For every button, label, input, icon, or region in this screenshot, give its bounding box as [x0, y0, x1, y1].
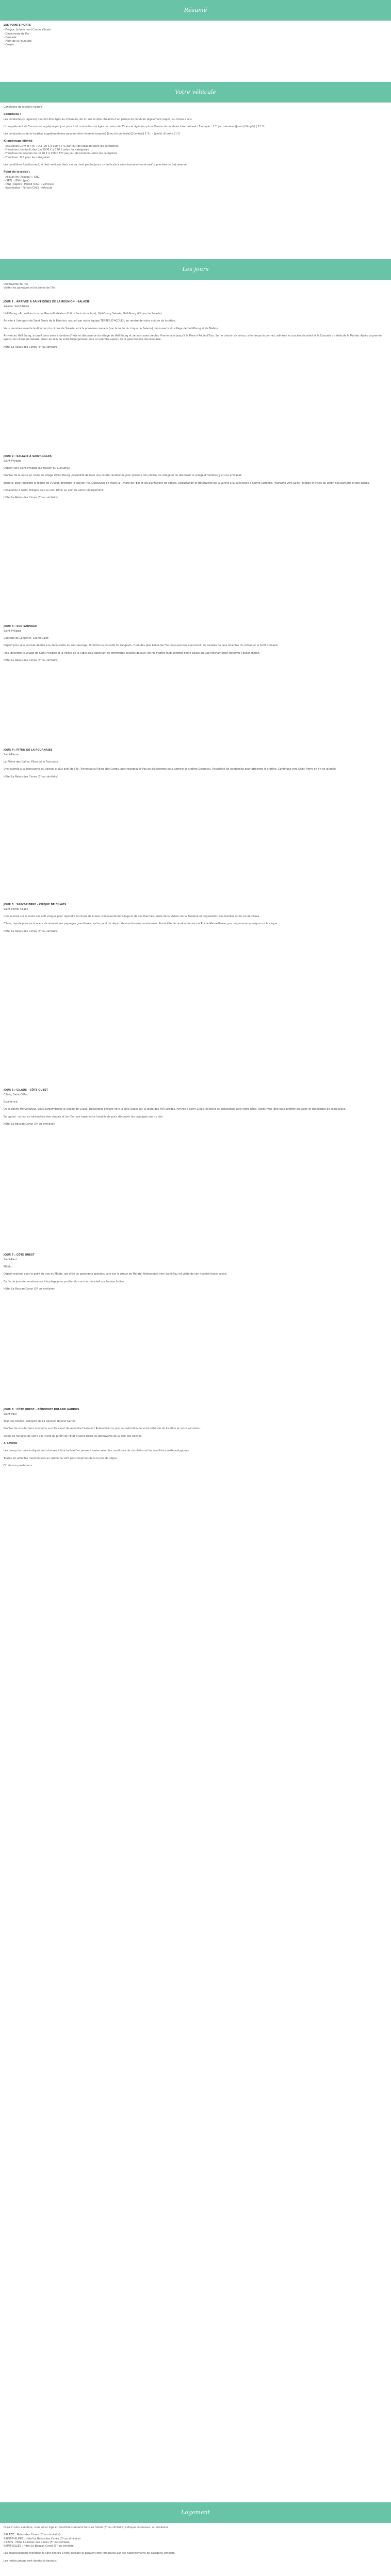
paragraph: Les conditions fonctionnent, si (les) véhicule (les), car ce n'est pas toujours un véhicule à votre bonne entente sauf si précisés de (le) réservé.: [4, 163, 188, 166]
list-item: - Découverte de Pin: [4, 32, 29, 36]
paragraph: Hell-Bourg - Accueil au trou de Manouilh (Maison Folio - Saut de la Pote), Hell-Bourg Salazie, Hell-Bourg (Cirque de Salazie): [4, 312, 162, 316]
day-heading: JOUR 8 : CÔTE OUEST - AÉROPORT ROLAND GARROS: [4, 1408, 79, 1411]
resume-body: [0, 21, 391, 82]
paragraph: Durant votre aventure, vous serez logé en chambre standard dans les hôtels (3* ou similaire) indiqués ci-dessous, ou similaires.: [4, 2526, 169, 2529]
day-block: [4, 1408, 387, 1614]
paragraph: De la Roche Merveilleuse, vous surplomberez le village de Cilaos. Descendez ensuite vers la côte Ouest par la route des 400 virages. Arrivée à Saint-Gilles-les-Bains et installation dans votre hôtel. Après-midi libre pour profiter du lagon et des plages de sable blanc.: [4, 1108, 347, 1111]
paragraph: Maïdo: [4, 1265, 11, 1269]
day-heading: JOUR 7 : CÔTE OUEST: [4, 1253, 35, 1257]
day-heading: JOUR 3 : SUD SAUVAGE: [4, 624, 37, 628]
day-place: Saint-Pierre: [4, 753, 19, 756]
paragraph: En option : survol en hélicoptère des cirques et de l'île, une expérience inoubliable pour découvrir les paysages vus du ciel.: [4, 1115, 164, 1118]
paragraph: Profitez de vos derniers moments sur l'île avant de rejoindre l'aéroport Roland Garros pour la restitution de votre véhicule de location et votre vol retour.: [4, 1427, 201, 1431]
section-header-jours: [0, 259, 391, 280]
list-item: - Assurance CDW et TPC : Oui (20 € à 150 € TTC par jour de location selon les catégories.: [4, 144, 119, 148]
list-item: - Plein de la Poursuite: [4, 40, 32, 43]
section-title: Les jours: [182, 266, 209, 273]
section-title: Résumé: [184, 7, 207, 14]
day-place: Cilaos, Saint-Gilles: [4, 1093, 28, 1096]
day-place: Salazie, Saint-Gilles: [4, 304, 29, 308]
list-item: - (EG) (Dépôt) - Period (CAC) : véhicule: [4, 183, 54, 187]
section-header-resume: [0, 0, 391, 21]
jours-sub: Découverte de l'île: [4, 283, 28, 286]
day-block: [4, 455, 387, 625]
list-item: - Cascade: [4, 36, 17, 39]
day-block: [4, 625, 387, 749]
paragraph: Tour des Roches, Aéroport de La Réunion Roland Garros: [4, 1420, 76, 1423]
day-place: Saint-Paul: [4, 1258, 17, 1261]
paragraph: Départ vers Saint-Philippe (La Maison du Curcuma): [4, 467, 70, 470]
paragraph: Cilaos, réputé pour sa douceur de vivre et ses paysages grandioses, est le point de départ de nombreuses randonnées. Possibilité de randonnée vers la Roche Merveilleuse pour un panorama unique sur le cirque.: [4, 922, 278, 926]
paragraph: Toutes les activités mentionnées en option ne sont pas comprises dans le prix du séjour.: [4, 1456, 118, 1460]
paragraph: Vous prendrez ensuite la direction du cirque de Salazie, et à la première cascade (par la route du cirque de Salazie), découverte du village de Hell-Bourg et de Mafate.: [4, 327, 219, 330]
points-forts-list: [4, 28, 387, 47]
paragraph: La Plaine des Cafres, Piton de la Fournaise: [4, 760, 58, 764]
paragraph: Les temps de route indiqués sont donnés à titre indicatif et peuvent varier selon les conditions de circulation et les conditions météorologiques.: [4, 1449, 190, 1453]
vehicule-body: [0, 103, 391, 259]
list-item: CILAOS : Hôtel Le Relais des Cimes (3* ou similaire): [4, 2540, 71, 2544]
points-list: [4, 176, 387, 191]
list-item: - Franchise (montant) des (de 2500 € à 750 € selon les catégories.: [4, 148, 90, 152]
list-item: - Franchise : 0 € pour les catégories: [4, 156, 50, 159]
jours-body: [0, 280, 391, 2502]
paragraph: En fin de journée, rendez-vous à la plage pour profiter du coucher du soleil sur l'océan Indien.: [4, 1280, 125, 1283]
paragraph: Départ pour une journée dédiée à la découverte du sud sauvage. Direction la cascade de Langevin, l'une des plus belles de l'île. Vous pourrez apercevoir les coulées de lave récentes du volcan et la forêt primaire.: [4, 644, 279, 648]
day-block: [4, 1089, 387, 1253]
a-savoir-heading: A SAVOIR: [4, 1442, 18, 1446]
subheading: Kilométrage illimité: [4, 140, 32, 143]
paragraph: Une journée sur la route des 400 virages pour rejoindre le cirque de Cilaos. Découverte du village et de ses thermes, visite de la Maison de la Broderie et dégustation des lentilles et du vin de Cilaos.: [4, 915, 260, 919]
list-item: - Franchise de location de (le 20 € à 150 € TTC par jour de location) selon les catégories: [4, 152, 118, 156]
day-heading: JOUR 4 : PITON DE LA FOURNAISE: [4, 748, 53, 752]
hotel-line: Hôtel Le Boucan Canot (3* ou similaire): [4, 1123, 55, 1126]
day-heading: JOUR 1 : ARRIVÉE À SAINT DENIS DE LA RÉUNION - SALAZIE: [4, 300, 90, 303]
paragraph: Ensuite, pour rejoindre la région de l'Ouest, direction le sud de l'île. Découvrez en route la Rivière de l'Est et les plantations de vanille. Dégustation et découverte de la vanille à la Vanilleraie à Sainte-Suzanne. Poursuite vers Saint-Philippe et visite du jardin des parfums et des épices.: [4, 481, 370, 485]
paragraph: Arrivée au Hell Bourg, accueil dans votre chambre d'hôte et découverte du village de Hell-Bourg et de ses cases créoles. Promenade jusqu'à la Mare à Poule d'Eau. Sur le chemin de retour, si le temps le permet, admirez le coucher de soleil et la Cascade du Voile de la Mariée. Après ce premier aperçu du cirque de Salazie, dîner au sein de votre hébergement pour un premier aperçu de la gastronomie réunionnaise.: [4, 334, 383, 342]
section-header-logement: [0, 2502, 391, 2523]
day-block: [4, 749, 387, 903]
day-place: Saint-Philippe: [4, 629, 22, 633]
paragraph: Une journée à la découverte du volcan le plus actif de l'île. Traversez la Plaine des Cafres, puis rejoignez le Pas de Bellecombe pour admirer le cratère Dolomieu. Possibilité de randonnée pour atteindre le cratère. Continuez vers Saint-Pierre en fin de journée.: [4, 768, 337, 771]
subheading: Point de location :: [4, 171, 30, 174]
paragraph: Les conducteurs (agence) devront être âgés au minimum, de 21 ans et être titulaires d'un permis de conduire (également requis) ou moins 2 ans.: [4, 117, 193, 121]
paragraph: Départ matinal pour le point de vue du Maïdo, qui offre un panorama spectaculaire sur le cirque de Mafate. Redescente vers Saint-Paul et visite de son marché forain coloré.: [4, 1273, 227, 1276]
day-place: Saint-Pierre, Cilaos: [4, 907, 28, 911]
logement-body: [0, 2523, 391, 2576]
day-block: [4, 1253, 387, 1408]
list-item: SALAZIE : Relais des Cimes (3* ou similaire): [4, 2533, 60, 2537]
paragraph: Selon les horaires de votre vol, visite du Jardin de l'État à Saint-Denis ou découverte de la Tour des Roches.: [4, 1434, 142, 1438]
section-title: Logement: [181, 2509, 210, 2516]
day-block: [4, 903, 387, 1089]
section-header-vehicule: [0, 82, 391, 103]
paragraph: Excellence: [4, 1100, 18, 1104]
list-item: SAINT-GILLES : Hôtel Le Boucan Canot (3* ou similaire): [4, 2545, 75, 2548]
hotel-line: Hôtel Le Relais des Cimes (3* ou similaire): [4, 929, 59, 933]
jours-sub: Visiter les paysages et les zones de l'île: [4, 286, 55, 290]
list-item: - (SPT) : (SM) - (par): [4, 179, 29, 182]
day-block: [4, 300, 387, 455]
subheading: Conditions :: [4, 113, 21, 116]
hotel-line: Hôtel Le Relais des Cimes (3* ou similaire): [4, 775, 59, 778]
hotel-line: Hôtel Le Relais des Cimes (3* ou similaire): [4, 659, 59, 663]
points-forts-title: LES POINTS FORTS: [4, 24, 31, 27]
paragraph: Puis, direction le village de Saint-Philippe et la Pointe de la Table pour observer les différentes coulées de lave. En fin d'après-midi, profitez d'une pause au Cap Méchant pour observer l'océan Indien.: [4, 651, 260, 655]
day-place: Saint-Philippe: [4, 459, 22, 463]
day-place: Saint-Paul: [4, 1412, 17, 1416]
paragraph: Installation à Saint-Philippe pour la nuit. Dîner au sein de votre hébergement.: [4, 489, 104, 493]
paragraph: Les hôtels prévus sont décrits ci-dessous.: [4, 2559, 58, 2563]
paragraph: Arrivée à l'aéroport de Saint Denis de la Réunion, accueil par notre équipe TERRES D'ACCUEIL en remise de votre voiture de location.: [4, 319, 176, 323]
paragraph: Conditions de location voiture: [4, 106, 42, 109]
day-heading: JOUR 6 : CILAOS - CÔTE OUEST: [4, 1088, 48, 1092]
list-item: SAINT-PHILIPPE : Hôtel Le Relais des Cimes (3* ou similaire): [4, 2537, 80, 2540]
list-item: - Babyseater - Period (CAC) : véhicule: [4, 187, 53, 190]
paragraph: Les établissements mentionnés sont donnés à titre indicatif et peuvent être remplacés par des hébergements de catégorie similaire.: [4, 2552, 176, 2555]
hotel-line: Hôtel Le Boucan Canot (3* ou similaire): [4, 1287, 55, 1291]
paragraph: Fin de nos prestations.: [4, 1464, 33, 1467]
paragraph: Cascade de Langevin, Grand Galet: [4, 637, 48, 640]
list-item: - Croyez: [4, 43, 14, 47]
day-heading: JOUR 2 : SALAZIE À SAINT-GILLES: [4, 454, 52, 458]
paragraph: Profitez de la route en route du village d'Hell Bourg, possibilité de faire une courte randonnée pour prendre des photos du village et de découvrir le village d'Hell-Bourg et son artisanat.: [4, 474, 242, 478]
paragraph: Les conducteurs de la location supplémentaires peuvent être réservés (auprès) [hors (le véhicule)] [Contrat] 2 % : - (plein) d'(ordre 2) %: [4, 132, 180, 136]
km-list: [4, 145, 387, 160]
paragraph: Un supplément de 5 euros est appliqué par jour pour tout conducteur(s) âgés de moins de 23 ans et âgés (ou plus). Permis de conduire international - Exemple : 2 ** par semaine (Jours) (Simple) ( 21 %: [4, 125, 265, 128]
day-heading: JOUR 5 : SAINT-PIERRE - CIRQUE DE CILAOS: [4, 903, 67, 906]
hotel-line: Hôtel Le Relais des Cimes (3* ou similaire): [4, 345, 59, 349]
list-item: - Accueil en (Accueil/) : ORC: [4, 175, 40, 179]
hotel-list: [4, 2533, 387, 2548]
hotel-line: Hôtel Le Relais des Cimes (3* ou similaire): [4, 496, 59, 500]
list-item: - Prague, bohem nord Czecks (Saxe): [4, 28, 51, 32]
section-title: Votre véhicule: [175, 89, 216, 96]
